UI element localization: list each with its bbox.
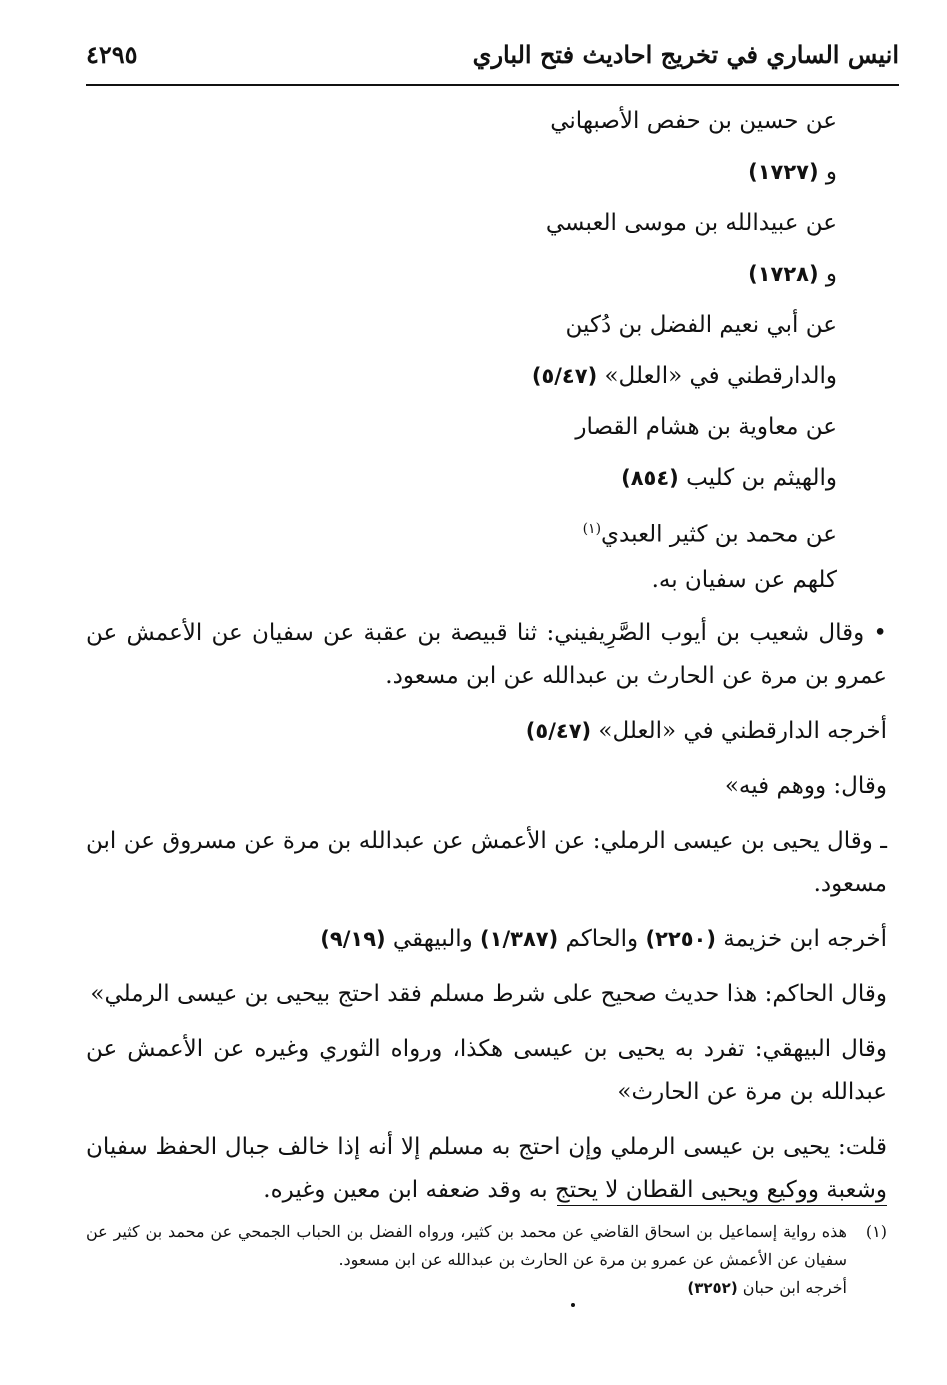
chain-line (86, 555, 887, 606)
chain-line (86, 351, 887, 402)
line-text: والحاكم (558, 926, 646, 952)
line-text: عن محمد بن كثير العبدي (601, 521, 837, 548)
paragraph-akhrajahu-daraqutni (86, 710, 887, 753)
line-text: عن أبي نعيم الفضل بن دُكين (565, 312, 837, 338)
footnote-rule (557, 1205, 887, 1206)
chain-line (86, 402, 887, 453)
hadith-number: (٨٥٤) (621, 466, 679, 490)
hadith-number: (٢٢٥٠) (645, 927, 716, 951)
chain-line (86, 504, 887, 555)
chain-line (86, 96, 887, 147)
hadith-number: (٣٢٥٢) (687, 1279, 738, 1297)
print-speck (571, 1303, 575, 1307)
chain-line (86, 147, 887, 198)
hadith-number: (١/٣٨٧) (480, 927, 559, 951)
line-text: أخرجه ابن حبان (737, 1278, 847, 1297)
hadith-number: (١٧٢٨) (748, 262, 819, 286)
paragraph-bayhaqi: وقال البيهقي: تفرد به يحيى بن عيسى هكذا، ورواه الثوري وغيره عن الأعمش عن عبدالله بن مرة عن الحارث» (86, 1036, 887, 1105)
footnote-reference: (١) (582, 521, 602, 537)
page-number: ٤٢٩٥ (86, 40, 138, 69)
paragraph-shuayb: • وقال شعيب بن أيوب الصَّرِيفيني: ثنا قبيصة بن عقبة عن سفيان عن الأعمش عن عمرو بن مرة عن الحارث بن عبدالله عن ابن مسعود. (86, 620, 887, 689)
paragraph-yahya: ـ وقال يحيى بن عيسى الرملي: عن الأعمش عن عبدالله بن مرة عن مسروق عن ابن مسعود. (86, 828, 887, 897)
line-text: عن حسين بن حفص الأصبهاني (550, 108, 837, 134)
footnote-text (86, 1218, 847, 1302)
line-text: عن معاوية بن هشام القصار (575, 414, 837, 440)
footnotes (86, 1218, 887, 1302)
chain-line (86, 198, 887, 249)
line-text: و (818, 261, 837, 287)
hadith-number: (١٧٢٧) (748, 160, 819, 184)
paragraph-wahm: وقال: ووهم فيه» (724, 773, 887, 799)
hadith-number: (٥/٤٧) (531, 364, 598, 388)
line-text: كلهم عن سفيان به. (651, 567, 837, 593)
paragraph-takhrij (86, 918, 887, 961)
line-text: والهيثم بن كليب (678, 465, 837, 491)
line-text: والدارقطني في «العلل» (597, 363, 837, 389)
running-title: انيس الساري في تخريج احاديث فتح الباري (472, 40, 899, 69)
chain-line (86, 249, 887, 300)
page-body (86, 96, 887, 1224)
line-text: أخرجه ابن خزيمة (715, 926, 887, 952)
footnote-body: هذه رواية إسماعيل بن اسحاق القاضي عن محمد بن كثير، ورواه الفضل بن الحباب الجمحي عن محمد بن كثير عن سفيان عن الأعمش عن عمرو بن مرة عن الحارث بن عبدالله عن ابن مسعود. (86, 1222, 847, 1269)
footnote-marker: (١) (865, 1222, 887, 1241)
page-header (86, 40, 899, 80)
hadith-number: (٥/٤٧) (525, 719, 592, 743)
line-text: عن عبيدالله بن موسى العبسي (545, 210, 837, 236)
header-rule (86, 84, 899, 86)
chain-line (86, 453, 887, 504)
paragraph-hakim: وقال الحاكم: هذا حديث صحيح على شرط مسلم فقد احتج بيحيى بن عيسى الرملي» (90, 981, 887, 1007)
line-text: و (818, 159, 837, 185)
paragraph-qultu: قلت: يحيى بن عيسى الرملي وإن احتج به مسلم إلا أنه إذا خالف جبال الحفظ سفيان وشعبة ووكيع ويحيى القطان لا يحتج به وقد ضعفه ابن معين وغيره. (86, 1134, 887, 1203)
hadith-number: (٩/١٩) (320, 927, 386, 951)
line-text: والبيهقي (385, 926, 481, 952)
footnote-line (86, 1274, 847, 1302)
line-text: أخرجه الدارقطني في «العلل» (591, 718, 887, 744)
chain-line (86, 300, 887, 351)
